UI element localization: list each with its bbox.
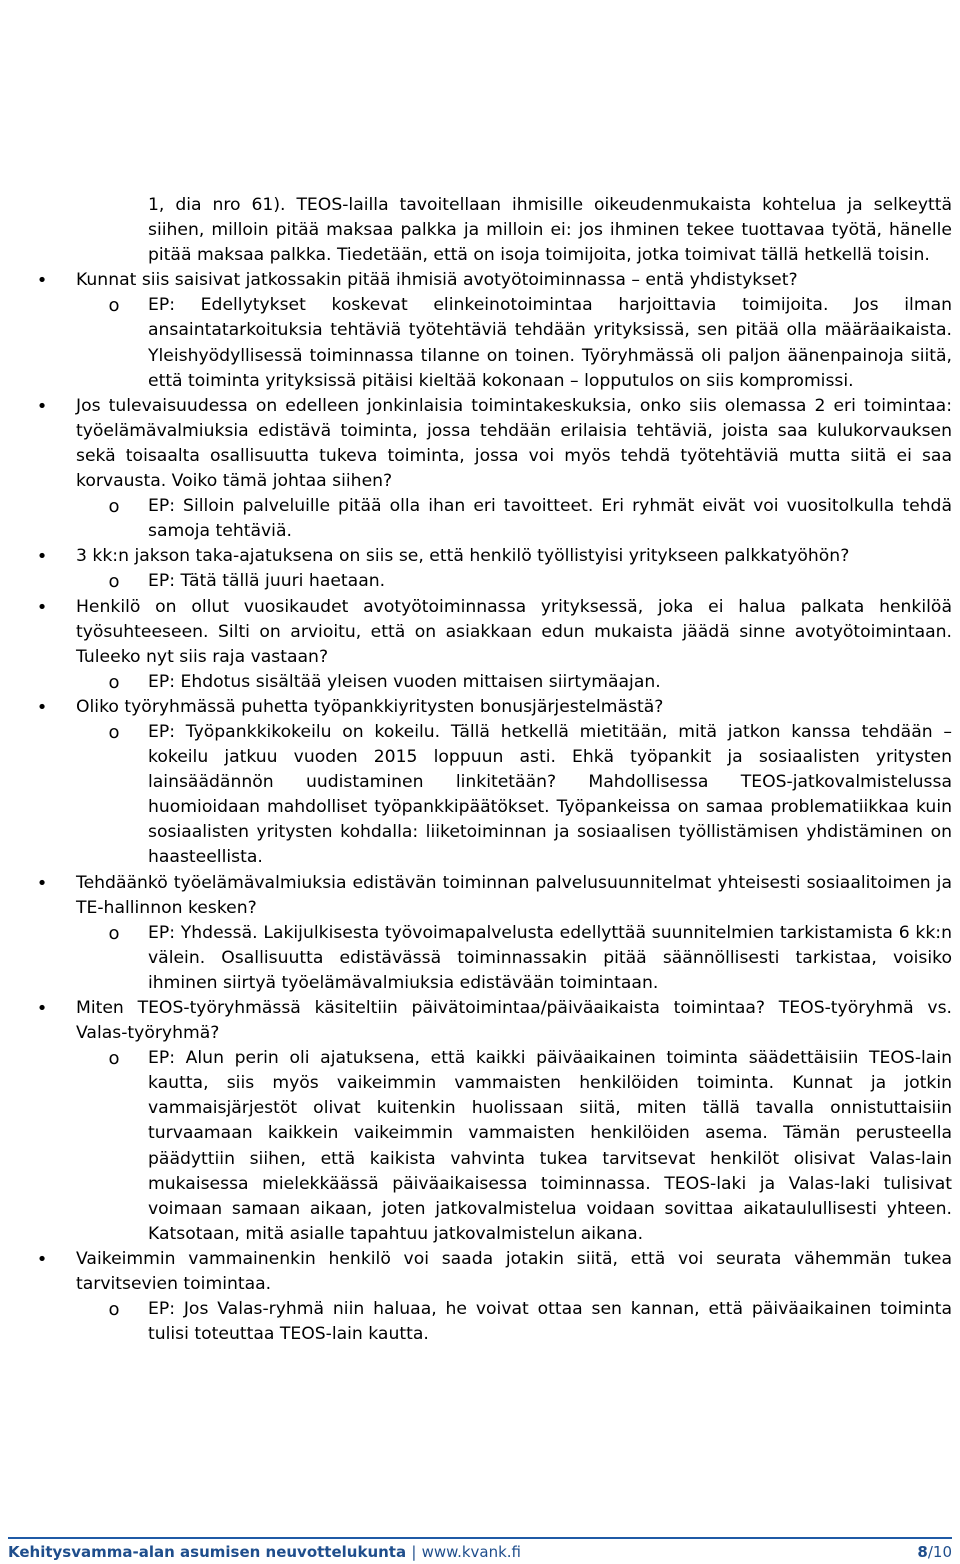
answer-text: EP: Jos Valas-ryhmä niin haluaa, he voivat ottaa sen kannan, että päiväaikainen toiminta tulisi toteuttaa TEOS-lain kautta. [148, 1299, 952, 1345]
question-text: Kunnat siis saisivat jatkossakin pitää ihmisiä avotyötoiminnassa – entä yhdistykset? [76, 270, 798, 291]
document-body [36, 193, 952, 1347]
list-item [36, 695, 952, 720]
footer-separator: | [411, 1543, 417, 1561]
question-text: Miten TEOS-työryhmässä käsiteltiin päivätoimintaa/päiväaikaista toimintaa? TEOS-työryhmä vs. Valas-työryhmä? [76, 998, 952, 1044]
sub-bullet-icon: o [108, 295, 120, 317]
question-text: Oliko työryhmässä puhetta työpankkiyritysten bonusjärjestelmästä? [76, 696, 664, 717]
footer-left [8, 1541, 521, 1563]
bullet-icon: • [36, 395, 48, 417]
bullet-icon: • [36, 998, 48, 1019]
list-item [36, 871, 952, 921]
sub-bullet-icon: o [108, 1048, 120, 1070]
answer-text: EP: Yhdessä. Lakijulkisesta työvoimapalvelusta edellyttää suunnitelmien tarkistamista 6 kk:n välein. Osallisuutta edistävässä toiminnassakin pitää säännöllisesti tarkistaa, voisiko ihminen siirtyä työelämävalmiuksia edistävään toimintaan. [148, 922, 952, 993]
answer-item [108, 670, 952, 695]
bullet-icon: • [36, 270, 48, 292]
page-current: 8 [917, 1543, 928, 1561]
list-item [36, 268, 952, 293]
bullet-icon: • [36, 546, 48, 568]
sub-bullet-icon: o [108, 671, 120, 693]
bullet-icon: • [36, 872, 48, 894]
answer-text: EP: Työpankkikokeilu on kokeilu. Tällä hetkellä mietitään, mitä jatkon kanssa tehdään – kokeilu jatkuu vuoden 2015 loppuun asti. Ehkä työpankit ja sosiaalisten yritysten lainsäädännön uudistaminen linkitetään? Mahdollisessa TEOS-jatkovalmistelussa huomioidaan mahdolliset työpankkipäätökset. Työpankeissa on samaa problematiikkaa kuin sosiaalisten yritysten kohdalla: liiketoiminnan ja sosiaalisen työllistämisen yhdistäminen on haasteellista. [148, 721, 952, 868]
question-text: Henkilö on ollut vuosikaudet avotyötoiminnassa yrityksessä, joka ei halua palkata henkilöä työsuhteeseen. Silti on arvioitu, että on asiakkaan edun mukaista jäädä sinne avotyötoimintaan. Tuleeko nyt siis raja vastaan? [76, 596, 952, 667]
footer-org: Kehitysvamma-alan asumisen neuvottelukunta [8, 1543, 407, 1561]
answer-text: EP: Alun perin oli ajatuksena, että kaikki päiväaikainen toiminta säädettäisiin TEOS-lain kautta, siis myös vaikeimmin vammaisten henkilöiden toiminta. Kunnat ja jotkin vammaisjärjestöt olivat kuitenkin huolissaan siitä, miten tällä tavalla onnistuttaisiin turvaamaan kaikkein vaikeimmin vammaisten henkilöiden asema. Tämän perusteella päädyttiin siihen, että kaikista vahvinta tukea tarvitsevat henkilöt olisivat Valas-lain mukaisessa mielekkäässä päiväaikaisessa toiminnassa. TEOS-laki ja Valas-laki tulisivat voimaan samaan aikaan, joten jatkovalmistelua voidaan sovittaa aikataulullisesti yhteen. Katsotaan, mitä asialle tapahtuu jatkovalmistelun aikana. [148, 1048, 952, 1244]
question-text: 3 kk:n jakson taka-ajatuksena on siis se, että henkilö työllistyisi yritykseen palkkatyöhön? [76, 546, 850, 567]
sub-bullet-icon: o [108, 496, 120, 518]
bullet-icon: • [36, 1248, 48, 1270]
answer-item [108, 569, 952, 594]
answer-item [108, 720, 952, 871]
answer-item [108, 494, 952, 544]
page-total: /10 [927, 1543, 952, 1561]
list-item [36, 544, 952, 569]
answer-item [108, 1046, 952, 1247]
list-item [36, 595, 952, 670]
answer-text: EP: Ehdotus sisältää yleisen vuoden mittaisen siirtymäajan. [148, 671, 661, 692]
answer-text: EP: Silloin palveluille pitää olla ihan eri tavoitteet. Eri ryhmät eivät voi vuositolkulla tehdä samoja tehtäviä. [148, 496, 952, 542]
bullet-icon: • [36, 596, 48, 618]
answer-item [108, 1297, 952, 1347]
list-item [36, 394, 952, 494]
page-footer [8, 1537, 952, 1561]
sub-bullet-icon: o [108, 922, 120, 944]
question-text: Vaikeimmin vammainenkin henkilö voi saada jotakin siitä, että voi seurata vähemmän tukea tarvitsevien toimintaa. [76, 1248, 952, 1295]
list-item [36, 1247, 952, 1297]
footer-url[interactable]: www.kvank.fi [421, 1543, 522, 1561]
sub-bullet-icon: o [108, 721, 120, 743]
answer-item [108, 921, 952, 996]
question-text: Tehdäänkö työelämävalmiuksia edistävän toiminnan palvelusuunnitelmat yhteisesti sosiaalitoimen ja TE-hallinnon kesken? [76, 872, 952, 918]
answer-item [108, 293, 952, 393]
bullet-icon: • [36, 696, 48, 718]
question-text: Jos tulevaisuudessa on edelleen jonkinlaisia toimintakeskuksia, onko siis olemassa 2 eri toimintaa: työelämävalmiuksia edistävä toiminta, jossa tehdään erilaisia tehtäviä, joista saa kulukorvauksen sekä toisaalta osallisuutta tukeva toiminta, jossa voi myös tehdä työtehtäviä mutta siitä ei saa korvausta. Voiko tämä johtaa siihen? [76, 395, 952, 492]
answer-text: EP: Tätä tällä juuri haetaan. [148, 571, 386, 592]
sub-bullet-icon: o [108, 1299, 120, 1321]
continuation-paragraph: 1, dia nro 61). TEOS-lailla tavoitellaan ihmisille oikeudenmukaista kohtelua ja selkeyttä siihen, milloin pitää maksaa palkka ja milloin ei: jos ihminen tekee tuottavaa työtä, hänelle pitää maksaa palkka. Tiedetään, että on isoja toimijoita, jotka toimivat tällä hetkellä toisin. [148, 195, 952, 266]
sub-bullet-icon: o [108, 571, 120, 593]
list-item [36, 996, 952, 1046]
page-number [917, 1541, 952, 1563]
answer-text: EP: Edellytykset koskevat elinkeinotoimintaa harjoittavia toimijoita. Jos ilman ansaintatarkoituksia tehtäviä työtehtäviä tehdään yrityksissä, sen pitää olla määräaikaista. Yleishyödyllisessä toiminnassa tilanne on toinen. Työryhmässä oli paljon äänenpainoja siitä, että toiminta yrityksissä pitäisi kieltää kokonaan – lopputulos on siis kompromissi. [148, 295, 952, 391]
